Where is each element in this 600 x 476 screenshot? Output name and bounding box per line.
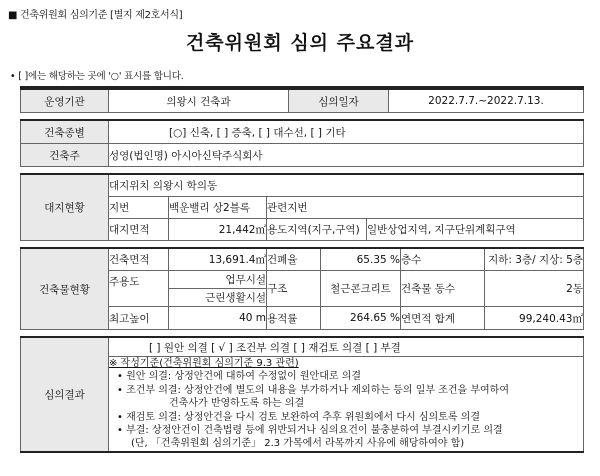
criteria-line-conditional-cont: 건축사가 반영하도록 하는 의결 (169, 398, 305, 410)
building-count-label: 건축물 동수 (401, 271, 485, 307)
lot-label: 지번 (109, 197, 169, 219)
coverage-label: 건폐율 (267, 248, 321, 271)
site-area-value: 21,442㎡ (169, 219, 267, 241)
criteria-line-conditional: • 조건부 의결: 상정안건에 별도의 내용을 부가하거나 제외하는 등의 일부 조건을 부여하여 (117, 384, 509, 396)
gfa-label: 연면적 합계 (401, 307, 485, 330)
building-count-value: 2동 (485, 271, 584, 307)
main-use-value-2: 근린생활시설 (169, 289, 267, 307)
main-use-value-1: 업무시설 (169, 271, 267, 289)
org-date-row (20, 87, 584, 113)
structure-value: 철근콘크리트 (321, 271, 401, 307)
site-label: 대지현황 (21, 174, 109, 241)
criteria-line-reject-cont: (단, 「건축위원회 심의기준」 2.3 가목에서 라목까지 사유에 해당하여야 함) (131, 438, 465, 450)
construction-type-options: [○] 신축, [ ] 증축, [ ] 대수선, [ ] 기타 (109, 120, 584, 144)
construction-type-label: 건축종별 (21, 120, 109, 144)
building-block (20, 247, 584, 330)
far-value: 264.65 % (321, 307, 401, 330)
site-area-label: 대지면적 (109, 219, 169, 241)
review-result-form (20, 86, 584, 453)
max-height-value: 40 m (169, 307, 267, 330)
structure-label: 구조 (267, 271, 321, 307)
lot-value: 백운밸리 상2블록 (169, 197, 267, 219)
instruction-note: • [ ]에는 해당하는 곳에 '○' 표시를 합니다. (10, 71, 184, 82)
criteria-line-original: • 원안 의결: 상정안건에 대하여 수정없이 원안대로 의결 (117, 371, 362, 383)
floors-value: 지하: 3층/ 지상: 5층 (485, 248, 584, 271)
type-owner-block (20, 119, 584, 167)
main-use-label: 주용도 (109, 271, 169, 307)
related-lot-label: 관련지번 (267, 197, 584, 219)
far-label: 용적률 (267, 307, 321, 330)
gfa-value: 99,240.43㎡ (485, 307, 584, 330)
criteria-line-reject: • 부결: 상정안건이 건축법령 등에 위반되거나 심의요건이 불충분하여 부결시키기로 의결 (117, 425, 503, 437)
owner-value: 성영(법인명) 아시아신탁주식회사 (109, 144, 584, 167)
criteria-title: ※ 작성기준(건축위원회 심의기준 9.3 관련) (109, 358, 299, 369)
max-height-label: 최고높이 (109, 307, 169, 330)
site-block (20, 173, 584, 241)
building-area-value: 13,691.4㎡ (169, 248, 267, 271)
date-label: 심의일자 (289, 89, 389, 113)
form-label: ■ 건축위원회 심의기준 [별지 제2호서식] (8, 10, 183, 21)
page-title: 건축위원회 심의 주요결과 (185, 32, 415, 54)
org-label: 운영기관 (21, 89, 109, 113)
result-label: 심의결과 (21, 337, 109, 452)
building-label: 건축물현황 (21, 248, 109, 330)
building-area-label: 건축면적 (109, 248, 169, 271)
org-value: 의왕시 건축과 (109, 89, 289, 113)
owner-label: 건축주 (21, 144, 109, 167)
floors-label: 층수 (401, 248, 485, 271)
criteria-line-review: • 재검토 의결: 상정안건을 다시 검토 보완하여 추후 위원회에서 다시 심의토록 의결 (117, 411, 481, 423)
date-value: 2022.7.7.~2022.7.13. (389, 89, 584, 113)
result-block (20, 336, 584, 453)
result-options: [ ] 원안 의결 [ √ ] 조건부 의결 [ ] 재검토 의결 [ ] 부결 (109, 337, 584, 357)
site-location: 대지위치 의왕시 학의동 (109, 174, 584, 197)
zone-label: 용도지역(지구,구역) (267, 219, 367, 241)
zone-value: 일반상업지역, 지구단위계획구역 (367, 219, 584, 241)
coverage-value: 65.35 % (321, 248, 401, 271)
